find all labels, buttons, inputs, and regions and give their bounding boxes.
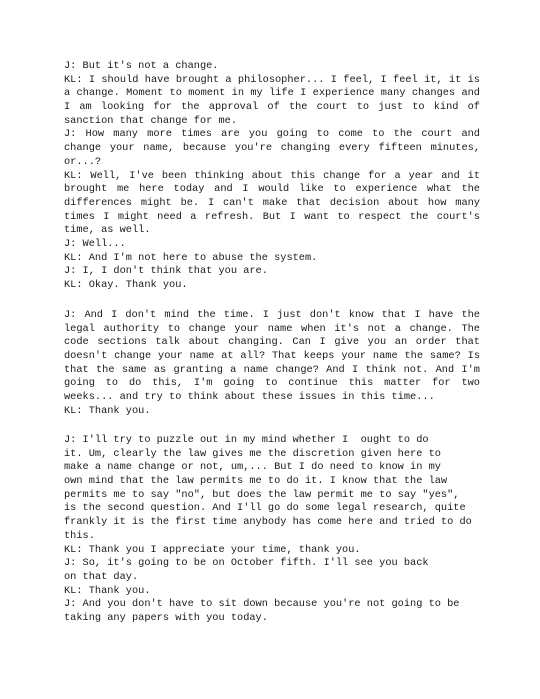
- transcript-line: change your name, because you're changing every fifteen minutes,: [64, 142, 480, 155]
- transcript-line: J: Well...: [64, 237, 126, 250]
- transcript-line: J: And I don't mind the time. I just don't know that I have the: [64, 309, 480, 321]
- transcript-line: permits me to say "no", but does the law permit me to say "yes",: [64, 488, 460, 501]
- transcript-line: this.: [64, 529, 95, 542]
- transcript-block-1: [64, 60, 480, 293]
- transcript-line: sanction that change for me.: [64, 114, 238, 127]
- transcript-line: KL: And I'm not here to abuse the system.: [64, 251, 318, 264]
- transcript-line: code sections talk about changing. Can I give you an order that: [64, 336, 480, 349]
- transcript-line: KL: Well, I've been thinking about this change for a year and it: [64, 169, 480, 182]
- transcript-line: or...?: [64, 155, 102, 168]
- transcript-line: J: But it's not a change.: [64, 60, 219, 72]
- transcript-line: on that day.: [64, 570, 139, 583]
- transcript-line: J: I'll try to puzzle out in my mind whether I ought to do: [64, 434, 429, 446]
- transcript-line: KL: Thank you.: [64, 404, 151, 417]
- transcript-line: times I might need a refresh. But I want to respect the court's: [64, 210, 480, 223]
- transcript-line: KL: I should have brought a philosopher... I feel, I feel it, it is: [64, 73, 480, 86]
- transcript-line: weeks... and try to think about these issues in this time...: [64, 391, 435, 404]
- transcript-line: time, as well.: [64, 224, 151, 237]
- transcript-line: J: So, it's going to be on October fifth. I'll see you back: [64, 557, 429, 570]
- transcript-block-2: [64, 309, 480, 419]
- transcript-line: KL: Okay. Thank you.: [64, 279, 188, 291]
- transcript-line: J: How many more times are you going to come to the court and: [64, 128, 480, 141]
- transcript-line: brought me here today and I would like to experience what the: [64, 183, 480, 196]
- transcript-line: J: And you don't have to sit down because you're not going to be: [64, 598, 460, 611]
- transcript-line: KL: Thank you I appreciate your time, thank you.: [64, 543, 361, 556]
- transcript-line: own mind that the law permits me to do it. I know that the law: [64, 475, 448, 488]
- transcript-line: J: I, I don't think that you are.: [64, 265, 268, 278]
- transcript-line: it. Um, clearly the law gives me the discretion given here to: [64, 447, 441, 460]
- transcript-line: legal authority to change your name when it's not a change. The: [64, 322, 480, 335]
- transcript-line: differences might be. I can't make that decision about how many: [64, 196, 480, 209]
- transcript-line: I am looking for the approval of the court to just to kind of: [64, 101, 480, 114]
- transcript-line: is the second question. And I'll go do some legal research, quite: [64, 502, 466, 515]
- transcript-block-3: [64, 434, 480, 626]
- transcript-line: going to do this, I'm going to continue this matter for two: [64, 377, 480, 390]
- transcript-line: make a name change or not, um,... But I do need to know in my: [64, 461, 441, 474]
- transcript-line: KL: Thank you.: [64, 584, 151, 597]
- transcript-line: doesn't change your name at all? That keeps your name the same? Is: [64, 350, 480, 363]
- transcript-line: frankly it is the first time anybody has come here and tried to do: [64, 516, 472, 529]
- transcript-line: a change. Moment to moment in my life I experience many changes and: [64, 87, 480, 100]
- transcript-line: taking any papers with you today.: [64, 611, 268, 624]
- transcript-line: that the same as granting a name change? And I think not. And I'm: [64, 363, 480, 376]
